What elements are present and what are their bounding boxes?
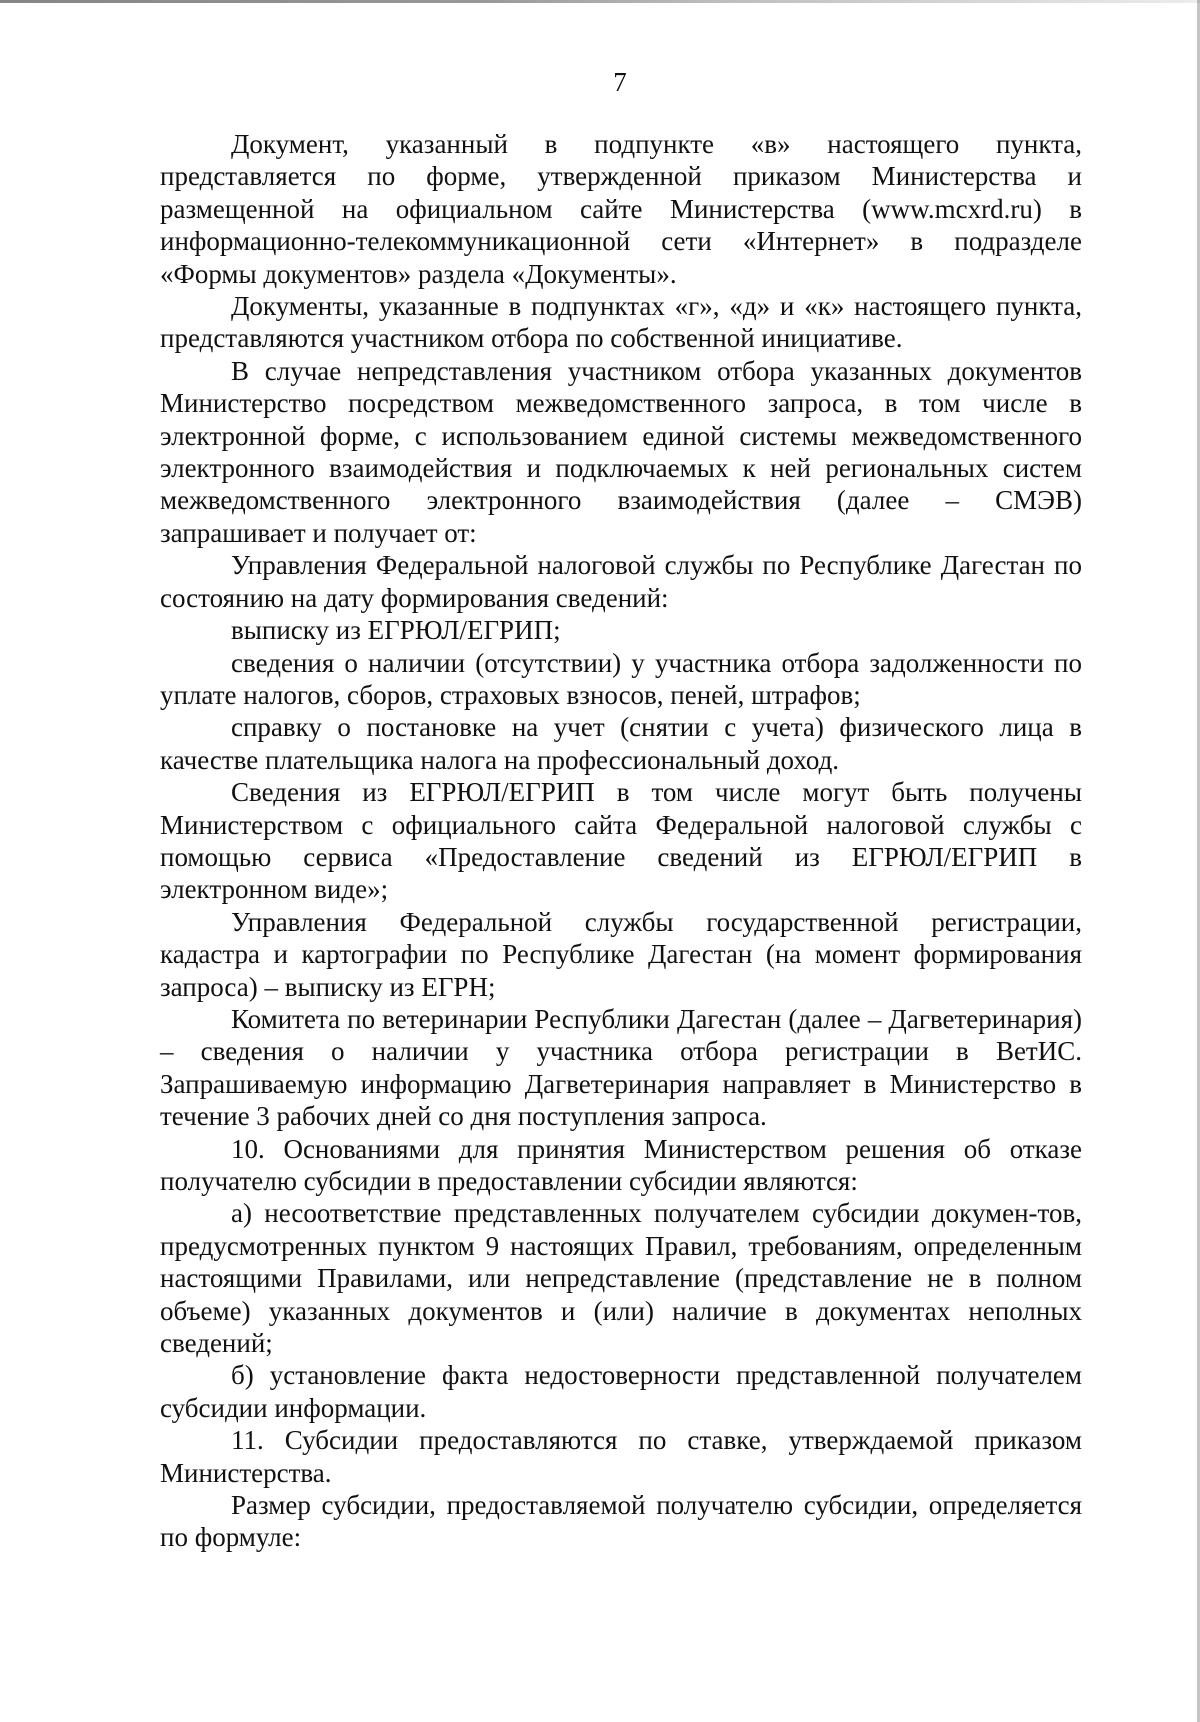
paragraph-professional-income: справку о постановке на учет (снятии с учета) физического лица в качестве плательщика налога на профессиональный доход. bbox=[160, 712, 1082, 775]
scan-edge-top bbox=[0, 0, 1200, 3]
document-body bbox=[160, 128, 1082, 1554]
paragraph-subsidy-formula: Размер субсидии, предоставляемой получателю субсидии, определяется по формуле: bbox=[160, 1490, 1082, 1553]
paragraph-form-document: Документ, указанный в подпункте «в» настоящего пункта, представляется по форме, утвержденной приказом Министерства и размещенной на официальном сайте Министерства (www.mcxrd.ru) в информационно-телекоммуникационной сети «Интернет» в подразделе «Формы документов» раздела «Документы». bbox=[160, 129, 1082, 289]
paragraph-rosreestr: Управления Федеральной службы государственной регистрации, кадастра и картографии по Республике Дагестан (на момент формирования запроса) – выписку из ЕГРН; bbox=[160, 906, 1082, 1002]
paragraph-veterinary: Комитета по ветеринарии Республики Дагестан (далее – Дагветеринария) – сведения о наличии у участника отбора регистрации в ВетИС. Запрашиваемую информацию Дагветеринария направляет в Министерство в течение 3 рабочих дней со дня поступления запроса. bbox=[160, 1003, 1082, 1132]
paragraph-egrul-extract: выписку из ЕГРЮЛ/ЕГРИП; bbox=[231, 615, 561, 646]
paragraph-subsidy-rate: 11. Субсидии предоставляются по ставке, утверждаемой приказом Министерства. bbox=[160, 1425, 1082, 1488]
paragraph-interagency-request: В случае непредставления участником отбора указанных документов Министерство посредством межведомственного запроса, в том числе в электронной форме, с использованием единой системы межведомственного электронного взаимодействия и подключаемых к ней региональных систем межведомственного электронного взаимодействия (далее – СМЭВ) запрашивает и получает от: bbox=[160, 355, 1082, 548]
paragraph-own-initiative: Документы, указанные в подпунктах «г», «д» и «к» настоящего пункта, представляются участником отбора по собственной инициативе. bbox=[160, 291, 1082, 354]
paragraph-tax-debt-info: сведения о наличии (отсутствии) у участника отбора задолженности по уплате налогов, сборов, страховых взносов, пеней, штрафов; bbox=[160, 647, 1082, 710]
paragraph-refusal-grounds: 10. Основаниями для принятия Министерством решения об отказе получателю субсидии в предоставлении субсидии являются: bbox=[160, 1133, 1082, 1196]
paragraph-refusal-b: б) установление факта недостоверности представленной получателем субсидии информации. bbox=[160, 1360, 1082, 1423]
page-number: 7 bbox=[613, 67, 627, 97]
paragraph-tax-service: Управления Федеральной налоговой службы по Республике Дагестан по состоянию на дату формирования сведений: bbox=[160, 550, 1082, 613]
paragraph-egrul-online: Сведения из ЕГРЮЛ/ЕГРИП в том числе могут быть получены Министерством с официального сайта Федеральной налоговой службы с помощью сервиса «Предоставление сведений из ЕГРЮЛ/ЕГРИП в электронном виде»; bbox=[160, 777, 1082, 905]
paragraph-refusal-a: а) несоответствие представленных получателем субсидии докумен-тов, предусмотренных пунктом 9 настоящих Правил, требованиям, определенным настоящими Правилами, или непредставление (представление не в полном объеме) указанных документов и (или) наличие в документах неполных сведений; bbox=[160, 1198, 1082, 1359]
